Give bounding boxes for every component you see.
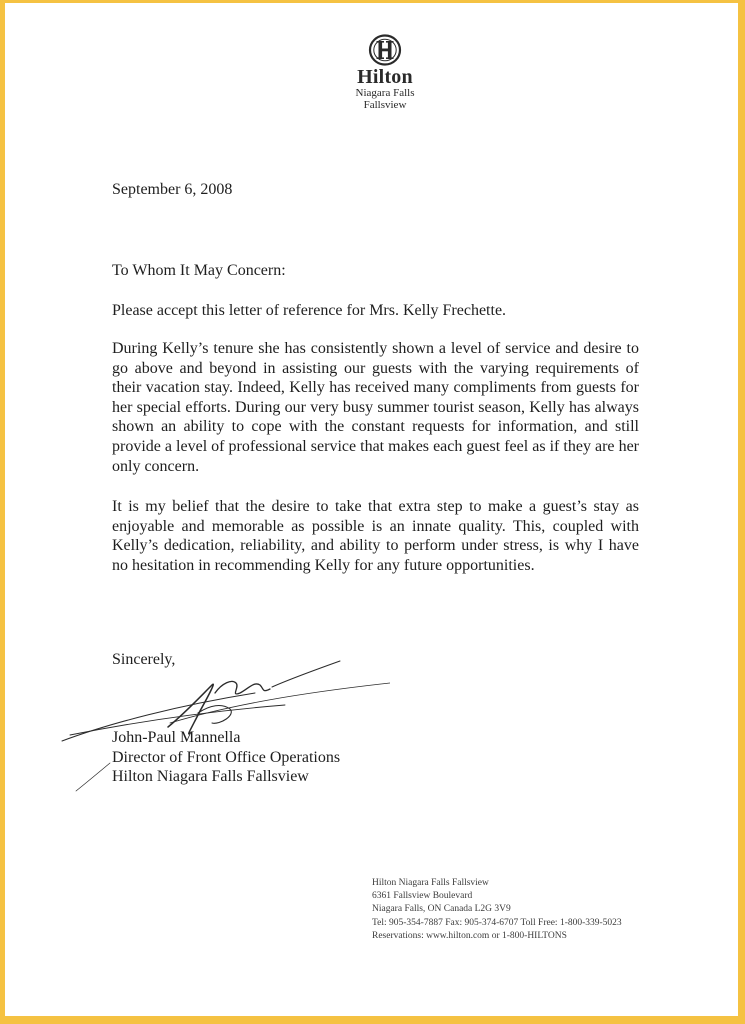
paragraph-service: During Kelly’s tenure she has consistently shown a level of service and desire to go above and beyond in assisting our guests with the varying requirements of their vacation stay. Indeed, Kelly has received many compliments from guests for her special efforts. During our very busy summer tourist season, Kelly has always shown an ability to cope with the constant requests for information, and still provide a level of professional service that makes each guest feel as if they are her only concern. <box>112 340 639 475</box>
hilton-logo <box>335 33 435 111</box>
brand-location-line2: Fallsview <box>363 99 407 111</box>
footer-line: 6361 Fallsview Boulevard <box>372 891 473 902</box>
paragraph-intro: Please accept this letter of reference for Mrs. Kelly Frechette. <box>112 302 507 319</box>
hilton-emblem-icon <box>367 33 403 67</box>
closing: Sincerely, <box>112 651 176 668</box>
footer-line: Tel: 905-354-7887 Fax: 905-374-6707 Toll Free: 1-800-339-5023 <box>372 917 622 928</box>
letter-page <box>5 3 738 1016</box>
letter-date: September 6, 2008 <box>112 181 233 198</box>
signer-title: Director of Front Office Operations <box>112 748 341 766</box>
signer-name: John-Paul Mannella <box>112 729 241 746</box>
brand-location-line1: Niagara Falls <box>355 87 415 99</box>
signer-organization: Hilton Niagara Falls Fallsview <box>112 768 309 785</box>
footer-line: Hilton Niagara Falls Fallsview <box>372 878 489 888</box>
footer-address <box>372 877 622 943</box>
paragraph-recommendation: It is my belief that the desire to take that extra step to make a guest’s stay as enjoyable and memorable as possible is an innate quality. This, coupled with Kelly’s dedication, reliability, and ability to perform under stress, is why I have no hesitation in recommending Kelly for any future opportunities. <box>112 498 639 574</box>
footer-line: Niagara Falls, ON Canada L2G 3V9 <box>372 904 511 915</box>
salutation: To Whom It May Concern: <box>112 262 286 279</box>
footer-line: Reservations: www.hilton.com or 1-800-HILTONS <box>372 930 567 941</box>
signer-block <box>112 728 340 787</box>
brand-name: Hilton <box>357 66 413 88</box>
